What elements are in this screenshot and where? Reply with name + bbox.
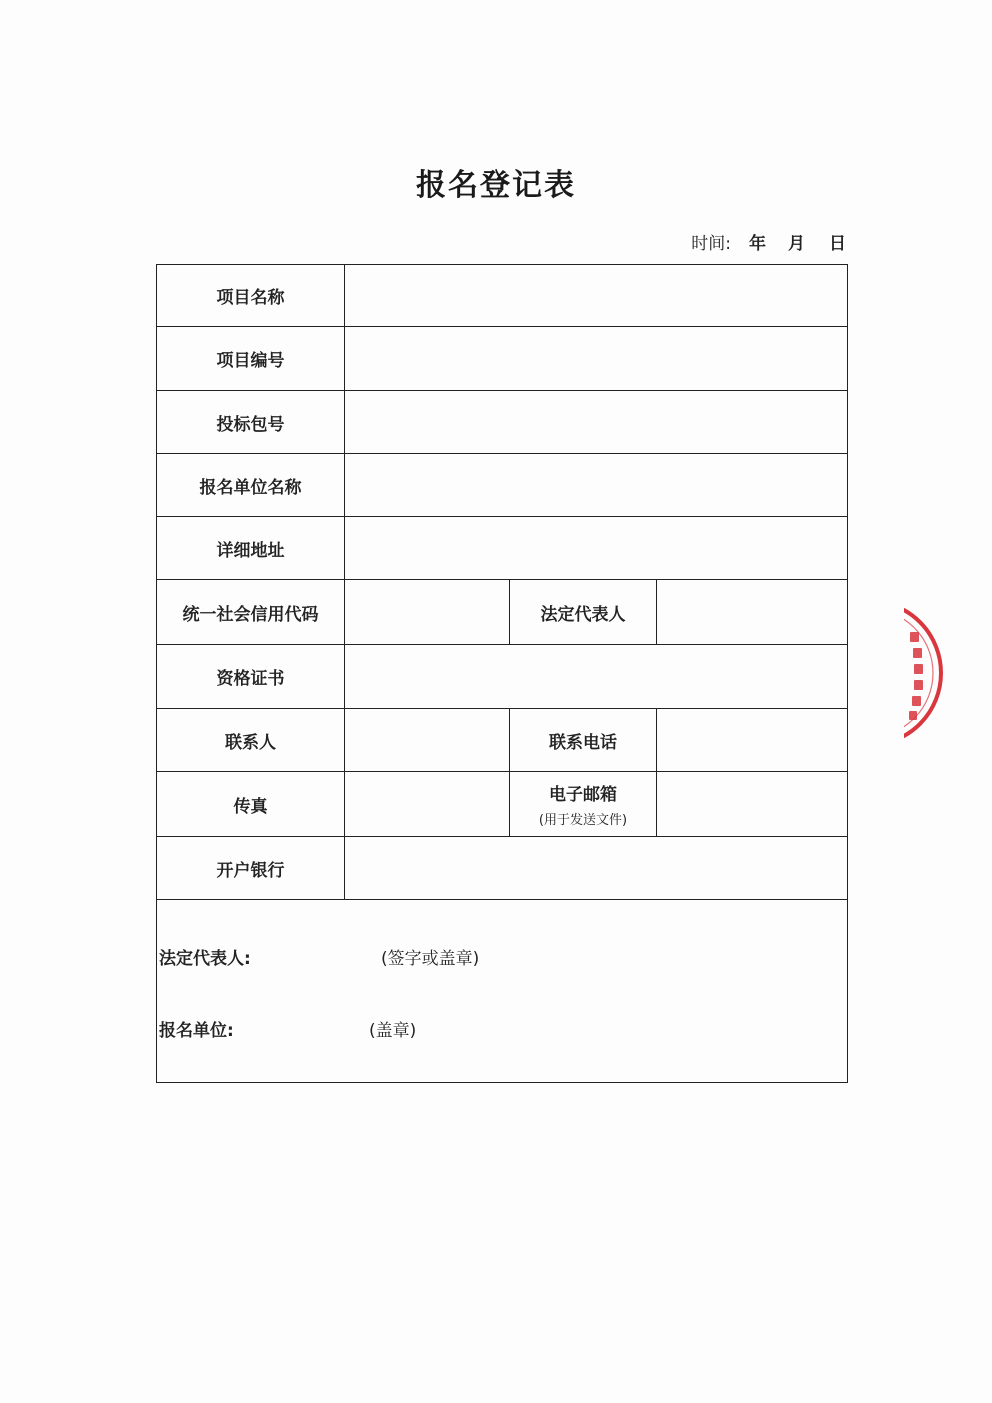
credit-code-field[interactable] — [345, 580, 510, 644]
legal-rep-field[interactable] — [657, 580, 847, 644]
signature-legal-rep-note: (签字或盖章) — [381, 949, 480, 969]
credit-code-label: 统一社会信用代码 — [157, 580, 345, 644]
applicant-name-label: 报名单位名称 — [157, 454, 345, 516]
seal-stamp — [904, 598, 944, 748]
row-bank — [157, 837, 847, 900]
date-month: 月 — [788, 234, 805, 254]
seal-stamp-graphic — [904, 598, 944, 748]
project-number-field[interactable] — [345, 327, 847, 390]
row-fax — [157, 772, 847, 837]
address-label: 详细地址 — [157, 517, 345, 579]
row-project-number — [157, 327, 847, 391]
row-bid-package — [157, 391, 847, 454]
row-project-name — [157, 265, 847, 327]
certificate-label: 资格证书 — [157, 645, 345, 708]
fax-label: 传真 — [157, 772, 345, 836]
certificate-field[interactable] — [345, 645, 847, 708]
fax-field[interactable] — [345, 772, 510, 836]
row-certificate — [157, 645, 847, 709]
signature-applicant-note: (盖章) — [369, 1021, 417, 1041]
bank-label: 开户银行 — [157, 837, 345, 899]
email-label — [510, 772, 657, 836]
legal-rep-label-text: 法定代表人 — [540, 604, 626, 625]
bid-package-field[interactable] — [345, 391, 847, 453]
bank-field[interactable] — [345, 837, 847, 899]
email-field[interactable] — [657, 772, 847, 836]
contact-label: 联系人 — [157, 709, 345, 771]
signature-area — [157, 900, 847, 1082]
project-name-label: 项目名称 — [157, 265, 345, 326]
row-contact — [157, 709, 847, 772]
date-label: 时间: — [691, 234, 731, 254]
row-address — [157, 517, 847, 580]
date-line — [691, 229, 846, 254]
phone-field[interactable] — [657, 709, 847, 771]
signature-applicant-label: 报名单位: — [159, 1021, 234, 1041]
date-day: 日 — [829, 234, 846, 254]
registration-form — [156, 264, 848, 1083]
document-title: 报名登记表 — [416, 168, 576, 203]
email-note: (用于发送文件) — [538, 813, 628, 828]
date-year: 年 — [749, 234, 766, 254]
address-field[interactable] — [345, 517, 847, 579]
contact-field[interactable] — [345, 709, 510, 771]
signature-legal-rep-label: 法定代表人: — [159, 949, 251, 969]
project-number-label: 项目编号 — [157, 327, 345, 390]
row-credit-code — [157, 580, 847, 645]
phone-label-text: 联系电话 — [549, 732, 617, 753]
applicant-name-field[interactable] — [345, 454, 847, 516]
row-applicant-name — [157, 454, 847, 517]
email-label-text: 电子邮箱 — [549, 785, 617, 805]
project-name-field[interactable] — [345, 265, 847, 326]
bid-package-label: 投标包号 — [157, 391, 345, 453]
phone-label — [510, 709, 657, 771]
legal-rep-label — [510, 580, 657, 644]
